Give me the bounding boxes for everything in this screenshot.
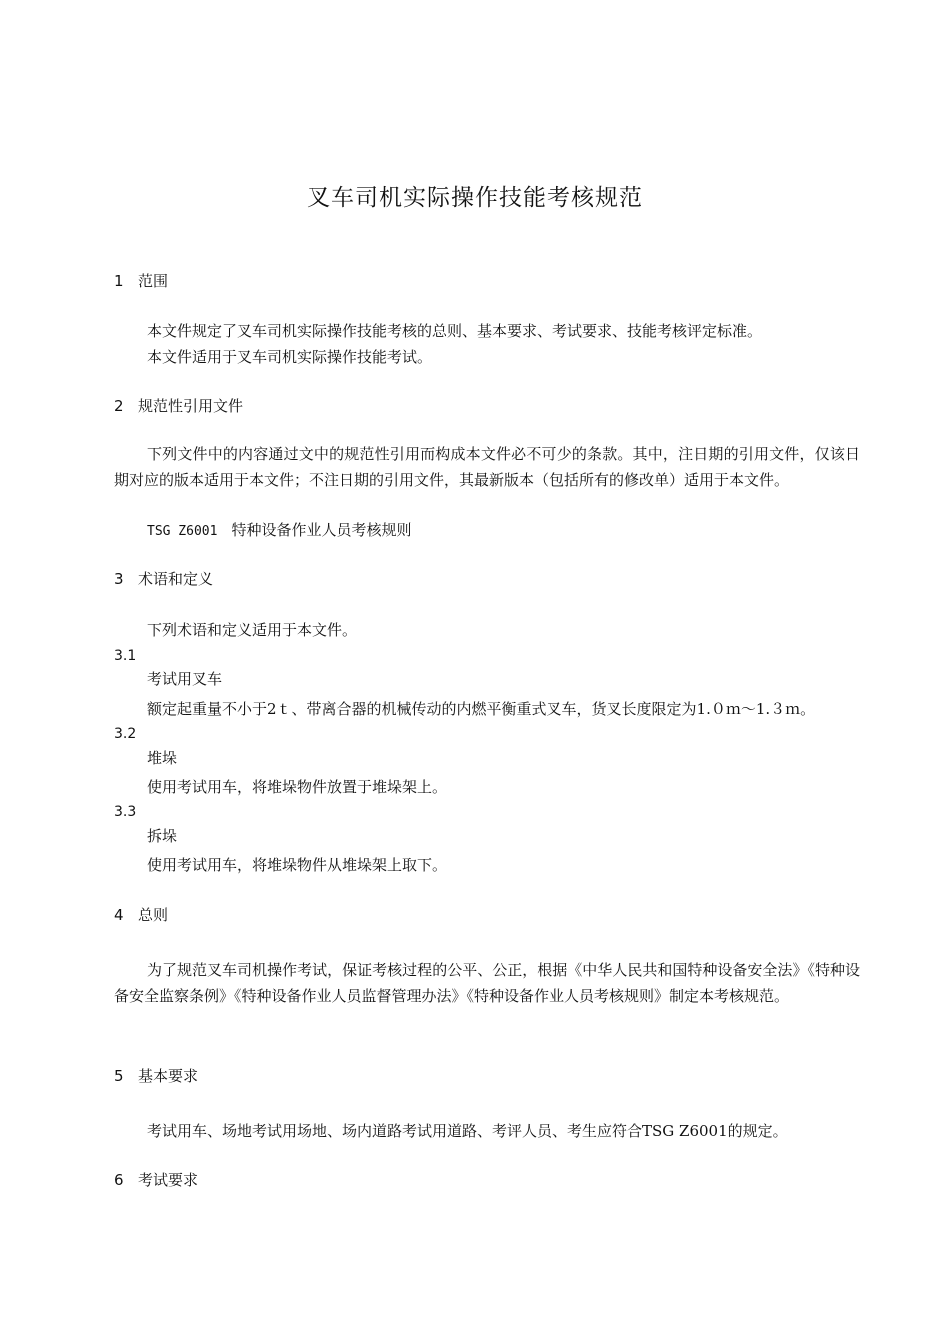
section-title: 术语和定义 [138,570,214,588]
term-number: 3.3 [114,804,137,820]
section-title: 总则 [138,906,169,924]
general-principles-paragraph: 为了规范叉车司机操作考试，保证考核过程的公平、公正，根据《中华人民共和国特种设备安全法》《特种设备安全监察条例》《特种设备作业人员监督管理办法》《特种设备作业人员考核规则》制定本考核规范。 [114,961,860,1005]
term-number: 3.1 [114,648,137,664]
section-number: 2 [114,397,124,415]
basic-requirements-paragraph: 考试用车、场地考试用场地、场内道路考试用道路、考评人员、考生应符合TSG Z6001的规定。 [147,1122,788,1140]
section-title: 基本要求 [138,1067,199,1085]
section-number: 1 [114,272,124,290]
section-number: 6 [114,1171,124,1189]
section-heading-1 [114,270,168,292]
term-name: 拆垛 [147,827,178,845]
document-title: 叉车司机实际操作技能考核规范 [307,185,643,211]
term-name: 考试用叉车 [147,670,223,688]
section-title: 考试要求 [138,1171,199,1189]
section-heading-5 [114,1065,198,1087]
reference-entry [147,519,411,543]
reference-code: TSG Z6001 [147,524,218,539]
section-number: 4 [114,906,124,924]
scope-paragraph-1: 本文件规定了叉车司机实际操作技能考核的总则、基本要求、考试要求、技能考核评定标准。 [147,322,763,340]
section-heading-4 [114,904,168,926]
term-number: 3.2 [114,726,137,742]
scope-paragraph-2: 本文件适用于叉车司机实际操作技能考试。 [147,348,433,366]
terms-intro: 下列术语和定义适用于本文件。 [147,621,358,639]
section-title: 范围 [138,272,169,290]
term-definition: 使用考试用车，将堆垛物件从堆垛架上取下。 [147,856,448,874]
normative-references-paragraph: 下列文件中的内容通过文中的规范性引用而构成本文件必不可少的条款。其中，注日期的引用文件，仅该日期对应的版本适用于本文件；不注日期的引用文件，其最新版本（包括所有的修改单）适用于本文件。 [114,445,860,489]
section-heading-3 [114,568,213,590]
section-title: 规范性引用文件 [138,397,244,415]
reference-title: 特种设备作业人员考核规则 [231,521,412,539]
section-heading-2 [114,395,243,417]
section-heading-6 [114,1169,198,1191]
term-name: 堆垛 [147,749,178,767]
section-number: 3 [114,570,124,588]
section-number: 5 [114,1067,124,1085]
term-definition: 使用考试用车，将堆垛物件放置于堆垛架上。 [147,778,448,796]
term-definition: 额定起重量不小于2ｔ、带离合器的机械传动的内燃平衡重式叉车，货叉长度限定为1.０ｍ～1.３ｍ。 [147,700,816,718]
